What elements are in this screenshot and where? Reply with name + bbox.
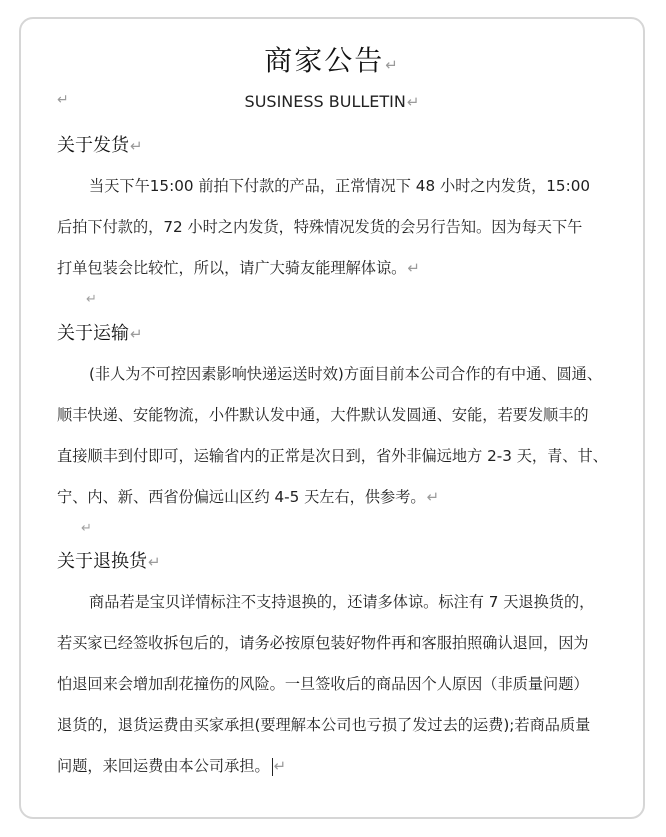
text-line: 商品若是宝贝详情标注不支持退换的，还请多体谅。标注有 7 天退换货的， [89,593,595,611]
document-subtitle [21,92,643,111]
section-body-transport [57,354,613,518]
text-line: 后拍下付款的，72 小时之内发货，特殊情况发货的会另行告知。因为每天下午 [57,218,583,236]
paragraph-mark-icon: ↵ [385,56,400,74]
text-line: 顺丰快递、安能物流，小件默认发中通，大件默认发圆通、安能，若要发顺丰的 [57,406,589,424]
paragraph-mark-icon: ↵ [130,137,143,155]
text-cursor [272,758,273,776]
text-line: (非人为不可控因素影响快递运送时效)方面目前本公司合作的有中通、圆通、 [89,365,603,383]
subtitle-row [21,92,643,114]
text-line: 怕退回来会增加刮花撞伤的风险。一旦签收后的商品因个人原因（非质量问题） [57,675,589,693]
text-line: 问题，来回运费由本公司承担。 ↵ [57,757,287,775]
title-text: 商家公告 [264,44,385,77]
paragraph-mark-icon: ↵ [407,259,420,277]
text-line: 打单包装会比较忙，所以，请广大骑友能理解体谅。↵ [57,259,420,277]
text-line: 当天下午15:00 前拍下付款的产品，正常情况下 48 小时之内发货，15:00 [89,177,591,195]
document-title [21,39,643,79]
paragraph-mark-icon: ↵ [81,521,92,536]
paragraph-mark-icon: ↵ [426,488,440,506]
paragraph-mark-icon: ↵ [406,93,420,111]
paragraph-mark-icon: ↵ [130,325,143,343]
paragraph-mark-icon: ↵ [57,92,69,108]
text-line: 直接顺丰到付即可，运输省内的正常是次日到，省外非偏远地方 2-3 天，青、甘、 [57,447,608,465]
text-line: 若买家已经签收拆包后的，请务必按原包装好物件再和客服拍照确认退回，因为 [57,634,589,652]
section-body-shipping [57,166,613,289]
paragraph-mark-icon: ↵ [148,553,161,571]
section-heading-transport: 关于运输↵ [57,323,143,344]
document-page[interactable] [19,17,645,819]
text-line: 宁、内、新、西省份偏远山区约 4-5 天左右，供参考。↵ [57,488,440,506]
subtitle-text: SUSINESS BULLETIN [244,92,406,111]
paragraph-mark-icon: ↵ [86,292,97,307]
text-line: 退货的，退货运费由买家承担(要理解本公司也亏损了发过去的运费);若商品质量 [57,716,591,734]
section-body-returns [57,582,613,787]
section-heading-shipping: 关于发货↵ [57,135,143,156]
section-heading-returns: 关于退换货↵ [57,551,161,572]
paragraph-mark-icon: ↵ [273,757,287,775]
